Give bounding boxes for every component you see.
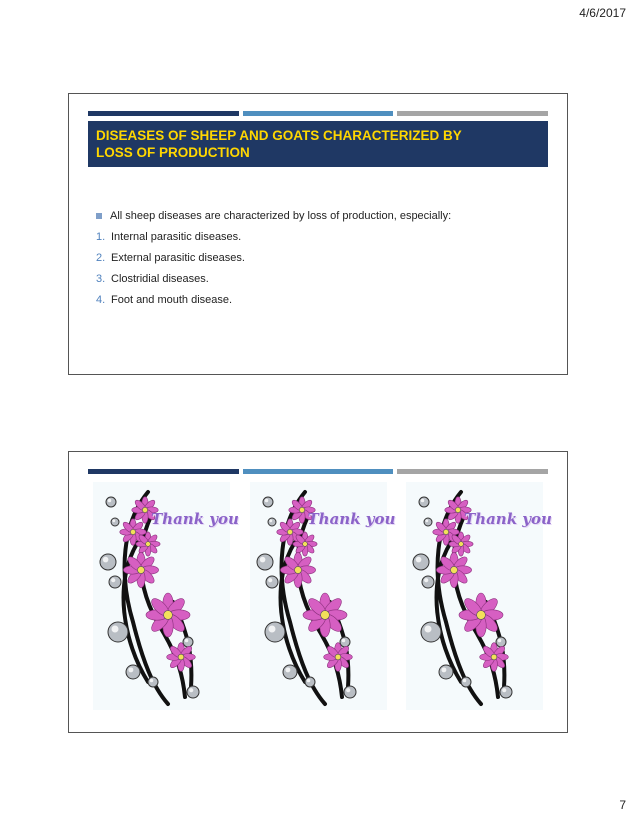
bead-shine — [111, 578, 115, 582]
list-number: 2. — [96, 252, 106, 264]
flower-center — [178, 654, 184, 660]
flower-center — [142, 507, 147, 512]
bead-shine — [498, 639, 502, 643]
list-item — [96, 231, 557, 243]
flower-center — [137, 566, 144, 573]
bead-shine — [424, 578, 428, 582]
accent-bars — [88, 111, 548, 116]
bead — [340, 637, 350, 647]
bead-shine — [341, 639, 345, 643]
flower — [449, 532, 473, 556]
flower-center — [455, 507, 460, 512]
slide-2 — [68, 451, 568, 733]
bead — [421, 622, 441, 642]
bead — [268, 518, 276, 526]
bead-shine — [185, 639, 189, 643]
bead-shine — [502, 688, 506, 692]
bead — [496, 637, 506, 647]
bead-shine — [269, 519, 272, 522]
bead-shine — [346, 688, 350, 692]
bead — [424, 518, 432, 526]
flower — [167, 643, 196, 672]
bead — [257, 554, 273, 570]
bead-shine — [416, 557, 422, 563]
bead-shine — [128, 667, 133, 672]
bead — [148, 677, 158, 687]
flower-center — [146, 542, 151, 547]
bead — [263, 497, 273, 507]
flower-center — [491, 654, 497, 660]
bead — [283, 665, 297, 679]
bead-shine — [463, 679, 467, 683]
square-bullet-icon — [96, 213, 102, 219]
accent-bar-gray — [397, 111, 548, 116]
slide-content — [96, 210, 557, 315]
bead — [305, 677, 315, 687]
flower-center — [164, 611, 173, 620]
bead-shine — [112, 626, 119, 633]
bead-shine — [285, 667, 290, 672]
accent-bar-gray — [397, 469, 548, 474]
bead — [266, 576, 278, 588]
bead — [106, 497, 116, 507]
list-number: 3. — [96, 273, 106, 285]
bead-shine — [150, 679, 154, 683]
bead-shine — [189, 688, 193, 692]
thank-you-card — [406, 482, 552, 710]
bead — [413, 554, 429, 570]
bead-shine — [306, 679, 310, 683]
thank-you-images — [93, 482, 552, 710]
bead-shine — [268, 626, 275, 633]
flower-center — [335, 654, 341, 660]
list-item — [96, 273, 557, 285]
bead — [183, 637, 193, 647]
accent-bars — [88, 469, 548, 474]
flower-center — [450, 566, 457, 573]
slide-title — [88, 121, 548, 167]
list-text: Internal parasitic diseases. — [111, 231, 242, 243]
list-number: 4. — [96, 294, 106, 306]
bead-shine — [268, 578, 272, 582]
flower-center — [294, 566, 301, 573]
accent-bar-dark — [88, 469, 239, 474]
bead-shine — [421, 499, 425, 503]
slide-title-line1: DISEASES OF SHEEP AND GOATS CHARACTERIZED BY — [96, 128, 462, 143]
bullet-text: All sheep diseases are characterized by loss of production, especially: — [110, 210, 452, 222]
bead-shine — [264, 499, 268, 503]
flower-center — [459, 542, 464, 547]
flower-center — [477, 611, 486, 620]
flower-center — [443, 529, 448, 534]
bead — [500, 686, 512, 698]
list-text: Clostridial diseases. — [111, 273, 209, 285]
flower-center — [130, 529, 135, 534]
slide-date: 4/6/2017 — [579, 6, 626, 20]
thank-you-caption: Thank you — [151, 510, 239, 528]
flower — [459, 593, 503, 637]
flower — [303, 593, 347, 637]
flower — [123, 552, 158, 587]
bead — [265, 622, 285, 642]
thank-you-caption: Thank you — [464, 510, 552, 528]
flower-center — [302, 542, 307, 547]
flower-center — [287, 529, 292, 534]
slide-title-line2: LOSS OF PRODUCTION — [96, 145, 250, 160]
page-number: 7 — [619, 798, 626, 812]
bead — [111, 518, 119, 526]
bead — [461, 677, 471, 687]
bead-shine — [425, 519, 428, 522]
list-item — [96, 252, 557, 264]
bead — [187, 686, 199, 698]
bead-shine — [112, 519, 115, 522]
bead-shine — [441, 667, 446, 672]
bead — [100, 554, 116, 570]
flower-center — [320, 611, 329, 620]
bead — [126, 665, 140, 679]
accent-bar-blue — [243, 469, 394, 474]
bead-shine — [259, 557, 265, 563]
flower — [436, 552, 471, 587]
flower — [480, 643, 509, 672]
list-number: 1. — [96, 231, 106, 243]
bead-shine — [108, 499, 112, 503]
bead — [419, 497, 429, 507]
accent-bar-blue — [243, 111, 394, 116]
bead-shine — [425, 626, 432, 633]
accent-bar-dark — [88, 111, 239, 116]
thank-you-card — [250, 482, 396, 710]
flower — [146, 593, 190, 637]
bead — [422, 576, 434, 588]
bead — [344, 686, 356, 698]
flower — [280, 552, 315, 587]
flower — [292, 532, 316, 556]
list-text: External parasitic diseases. — [111, 252, 245, 264]
list-item — [96, 294, 557, 306]
thank-you-card — [93, 482, 239, 710]
flower — [136, 532, 160, 556]
bead — [109, 576, 121, 588]
flower — [323, 643, 352, 672]
bullet-item — [96, 210, 557, 222]
slide-1 — [68, 93, 568, 375]
flower-center — [299, 507, 304, 512]
bead — [108, 622, 128, 642]
list-text: Foot and mouth disease. — [111, 294, 233, 306]
thank-you-caption: Thank you — [307, 510, 396, 528]
bead — [439, 665, 453, 679]
bead-shine — [103, 557, 109, 563]
